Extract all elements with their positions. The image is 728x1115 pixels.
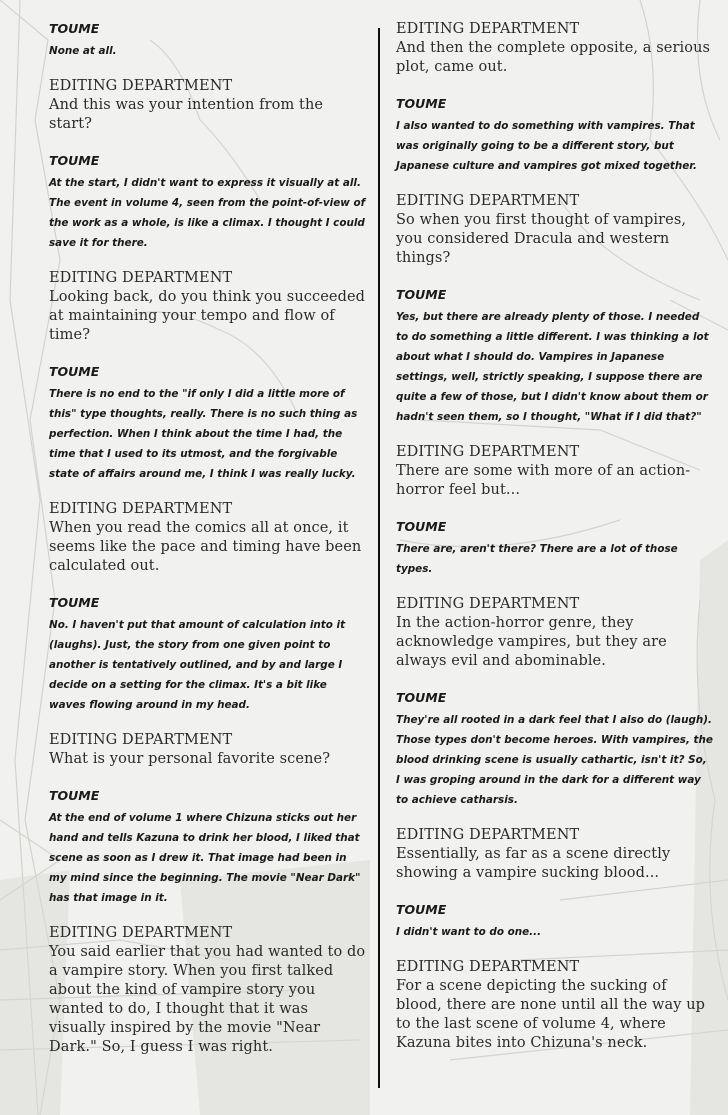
answer-text: No. I haven't put that amount of calculation into it (laughs). Just, the story from one given point to another is tentatively outlined, and by and large I decide on a setting for the climax. It's a bit like waves flowing around in my head. [49,619,346,711]
interview-question [396,443,714,500]
question-text: And then the complete opposite, a serious plot, came out. [396,40,711,75]
interview-question [396,595,714,671]
question-text: And this was your intention from the start? [49,97,324,132]
speaker-label: EDITING DEPARTMENT [49,501,233,517]
interview-question [396,958,714,1053]
interview-answer [396,901,714,942]
answer-text: I also wanted to do something with vampires. That was originally going to be a different story, but Japanese culture and vampires got mixed together. [396,120,697,172]
speaker-label: TOUME [396,287,447,302]
interview-question [396,826,714,883]
interview-answer [396,95,714,176]
speaker-label: TOUME [49,364,100,379]
answer-text: They're all rooted in a dark feel that I also do (laugh). Those types don't become heroes. With vampires, the blood drinking scene is usually cathartic, isn't it? So, I was groping around in the dark for a different way to achieve catharsis. [396,714,713,806]
speaker-label: EDITING DEPARTMENT [396,21,580,37]
speaker-label: TOUME [396,902,447,917]
answer-text: There are, aren't there? There are a lot of those types. [396,543,678,575]
interview-answer [396,518,714,579]
interview-question [49,269,367,345]
speaker-label: EDITING DEPARTMENT [49,270,233,286]
speaker-label: TOUME [49,153,100,168]
question-text: For a scene depicting the sucking of blood, there are none until all the way up to the last scene of volume 4, where Kazuna bites into Chizuna's neck. [396,978,706,1051]
answer-text: I didn't want to do one... [396,926,542,938]
speaker-label: EDITING DEPARTMENT [396,596,580,612]
interview-question [49,500,367,576]
interview-question [49,731,367,769]
interview-question [396,20,714,77]
question-text: So when you first thought of vampires, you considered Dracula and western things? [396,212,687,266]
right-column [396,20,714,1071]
answer-text: None at all. [49,45,117,57]
question-text: What is your personal favorite scene? [49,751,331,767]
interview-question [49,924,367,1057]
interview-question [396,192,714,268]
speaker-label: EDITING DEPARTMENT [49,732,233,748]
speaker-label: EDITING DEPARTMENT [396,959,580,975]
speaker-label: TOUME [396,690,447,705]
interview-answer [49,152,367,253]
speaker-label: TOUME [49,595,100,610]
speaker-label: EDITING DEPARTMENT [396,827,580,843]
interview-answer [396,286,714,427]
answer-text: Yes, but there are already plenty of those. I needed to do something a little different. I was thinking a lot about what I should do. Vampires in Japanese settings, well, strictly speaking, I suppose there are quite a few of those, but I didn't know about them or hadn't seen them, so I thought, "What if I did that?" [396,311,709,423]
left-column [49,20,367,1075]
interview-answer [49,363,367,484]
question-text: Essentially, as far as a scene directly showing a vampire sucking blood... [396,846,671,881]
speaker-label: EDITING DEPARTMENT [396,444,580,460]
interview-question [49,77,367,134]
question-text: In the action-horror genre, they acknowledge vampires, but they are always evil and abominable. [396,615,667,669]
speaker-label: EDITING DEPARTMENT [49,78,233,94]
speaker-label: TOUME [49,21,100,36]
interview-answer [49,20,367,61]
question-text: You said earlier that you had wanted to do a vampire story. When you first talked about the kind of vampire story you wanted to do, I thought that it was visually inspired by the movie "Near Dark." So, I guess I was right. [49,944,366,1055]
interview-answer [49,787,367,908]
question-text: Looking back, do you think you succeeded at maintaining your tempo and flow of time? [49,289,366,343]
question-text: When you read the comics all at once, it seems like the pace and timing have been calculated out. [49,520,362,574]
interview-answer [49,594,367,715]
answer-text: There is no end to the "if only I did a little more of this" type thoughts, really. There is no such thing as perfection. When I think about the time I had, the time that I used to its utmost, and the forgivable state of affairs around me, I think I was really lucky. [49,388,358,480]
speaker-label: TOUME [396,519,447,534]
interview-answer [396,689,714,810]
answer-text: At the start, I didn't want to express it visually at all. The event in volume 4, seen from the point-of-view of the work as a whole, is like a climax. I thought I could save it for there. [49,177,366,249]
speaker-label: EDITING DEPARTMENT [49,925,233,941]
question-text: There are some with more of an action-horror feel but... [396,463,691,498]
answer-text: At the end of volume 1 where Chizuna sticks out her hand and tells Kazuna to drink her blood, I liked that scene as soon as I drew it. That image had been in my mind since the beginning. The movie "Near Dark" has that image in it. [49,812,361,904]
speaker-label: TOUME [49,788,100,803]
speaker-label: EDITING DEPARTMENT [396,193,580,209]
speaker-label: TOUME [396,96,447,111]
column-divider [378,28,380,1088]
